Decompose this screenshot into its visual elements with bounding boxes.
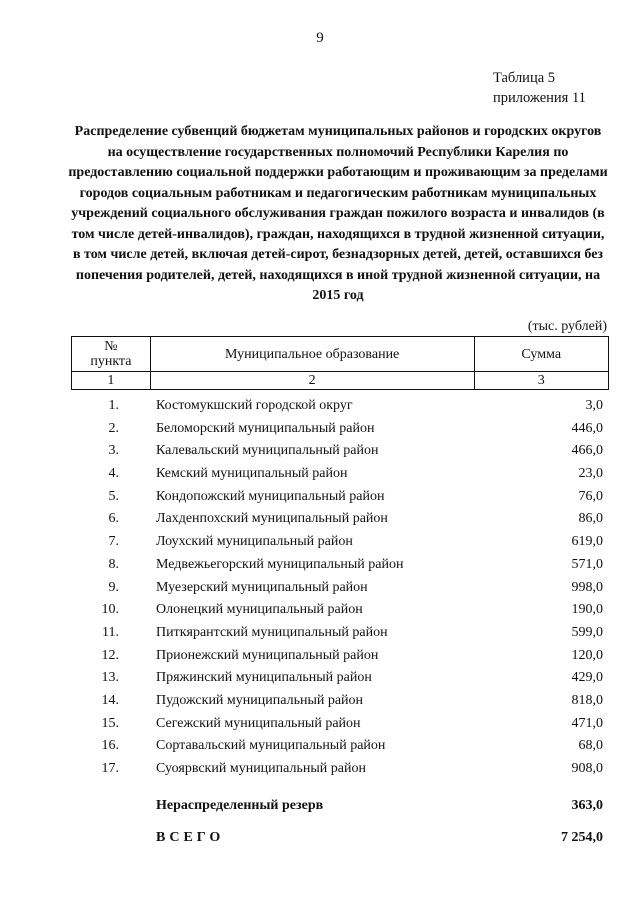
row-municipality: Кондопожский муниципальный район	[156, 488, 385, 504]
reserve-row	[71, 795, 609, 817]
header-sum-column: Сумма	[474, 337, 609, 372]
row-number: 12.	[101, 647, 119, 663]
row-sum: 998,0	[571, 579, 603, 595]
row-number: 9.	[108, 579, 119, 595]
row-number: 6.	[108, 511, 119, 527]
row-sum: 23,0	[578, 466, 603, 482]
table-body	[71, 395, 609, 781]
total-sum: 7 254,0	[561, 830, 603, 845]
row-number: 7.	[108, 534, 119, 550]
row-sum: 190,0	[571, 602, 603, 618]
row-municipality: Костомукшский городской округ	[156, 398, 353, 413]
row-municipality: Медвежьегорский муниципальный район	[156, 556, 404, 572]
row-municipality: Кемский муниципальный район	[156, 466, 348, 482]
table-row	[71, 554, 609, 577]
table-row	[71, 463, 609, 486]
reserve-label: Нераспределенный резерв	[156, 798, 324, 813]
row-sum: 76,0	[578, 488, 603, 504]
table-row	[71, 395, 609, 418]
total-row	[71, 827, 609, 849]
row-number: 2.	[108, 420, 119, 436]
row-municipality: Лахденпохский муниципальный район	[156, 511, 388, 527]
table-row	[71, 418, 609, 441]
row-municipality: Прионежский муниципальный район	[156, 647, 379, 663]
row-sum: 571,0	[571, 556, 603, 572]
table-row	[71, 531, 609, 554]
table-row	[71, 690, 609, 713]
row-sum: 599,0	[571, 624, 603, 640]
row-sum: 68,0	[578, 738, 603, 754]
row-number: 4.	[108, 466, 119, 482]
total-label: ВСЕГО	[156, 830, 225, 845]
row-number: 3.	[108, 443, 119, 459]
page-number: 9	[316, 30, 324, 46]
table-row	[71, 440, 609, 463]
header-column-index-3: 3	[474, 372, 609, 390]
row-number: 5.	[108, 488, 119, 504]
row-number: 13.	[101, 670, 119, 686]
row-number: 17.	[101, 761, 119, 776]
table-row	[71, 508, 609, 531]
table-row	[71, 622, 609, 645]
row-sum: 86,0	[578, 511, 603, 527]
table-row	[71, 667, 609, 690]
row-sum: 3,0	[585, 398, 603, 413]
table-row	[71, 758, 609, 781]
row-municipality: Пудожский муниципальный район	[156, 692, 364, 708]
row-municipality: Сортавальский муниципальный район	[156, 738, 386, 754]
table-row	[71, 645, 609, 668]
row-sum: 619,0	[571, 534, 603, 550]
row-municipality: Суоярвский муниципальный район	[156, 761, 366, 776]
row-number: 8.	[108, 556, 119, 572]
row-municipality: Олонецкий муниципальный район	[156, 602, 363, 618]
table-row	[71, 713, 609, 736]
table-row	[71, 599, 609, 622]
header-column-index-1: 1	[72, 372, 151, 390]
row-sum: 466,0	[571, 443, 603, 459]
header-number-label: пункта	[90, 354, 132, 369]
row-number: 1.	[108, 398, 119, 413]
row-number: 14.	[101, 692, 119, 708]
row-number: 10.	[101, 602, 119, 618]
table-reference	[493, 68, 623, 108]
row-municipality: Беломорский муниципальный район	[156, 420, 375, 436]
header-number-column	[72, 337, 151, 372]
header-number-symbol: №	[104, 339, 118, 354]
row-sum: 818,0	[571, 692, 603, 708]
row-sum: 446,0	[571, 420, 603, 436]
row-municipality: Сегежский муниципальный район	[156, 715, 361, 731]
row-number: 16.	[101, 738, 119, 754]
row-municipality: Питкярантский муниципальный район	[156, 624, 388, 640]
row-sum: 429,0	[571, 670, 603, 686]
row-sum: 471,0	[571, 715, 603, 731]
document-title: Распределение субвенций бюджетам муниципальных районов и городских округов на осуществление государственных полномочий Республики Карелия по предоставлению социальной поддержки работающим и проживающим за пределами городов социальным работникам и педагогическим работникам муниципальных учреждений социального обслуживания граждан пожилого возраста и инвалидов (в том числе детей-инвалидов), граждан, находящихся в трудной жизненной ситуации, в том числе детей, включая детей-сирот, безнадзорных детей, детей, оставшихся без попечения родителей, детей, находящихся в иной трудной жизненной ситуации, на 2015 год	[68, 124, 608, 303]
table-row	[71, 486, 609, 509]
row-municipality: Калевальский муниципальный район	[156, 443, 379, 459]
header-municipality-column: Муниципальное образование	[150, 337, 474, 372]
table-reference-line1: Таблица 5	[493, 70, 556, 86]
table-row	[71, 735, 609, 758]
row-sum: 908,0	[571, 761, 603, 776]
row-municipality: Пряжинский муниципальный район	[156, 670, 372, 686]
row-sum: 120,0	[571, 647, 603, 663]
units-label: (тыс. рублей)	[527, 319, 607, 334]
header-column-index-2: 2	[150, 372, 474, 390]
table-row	[71, 577, 609, 600]
reserve-sum: 363,0	[571, 798, 603, 813]
table-reference-line2: приложения 11	[493, 90, 586, 106]
row-number: 11.	[102, 624, 119, 640]
row-municipality: Муезерский муниципальный район	[156, 579, 368, 595]
row-number: 15.	[101, 715, 119, 731]
row-municipality: Лоухский муниципальный район	[156, 534, 353, 550]
table-header	[71, 336, 609, 390]
